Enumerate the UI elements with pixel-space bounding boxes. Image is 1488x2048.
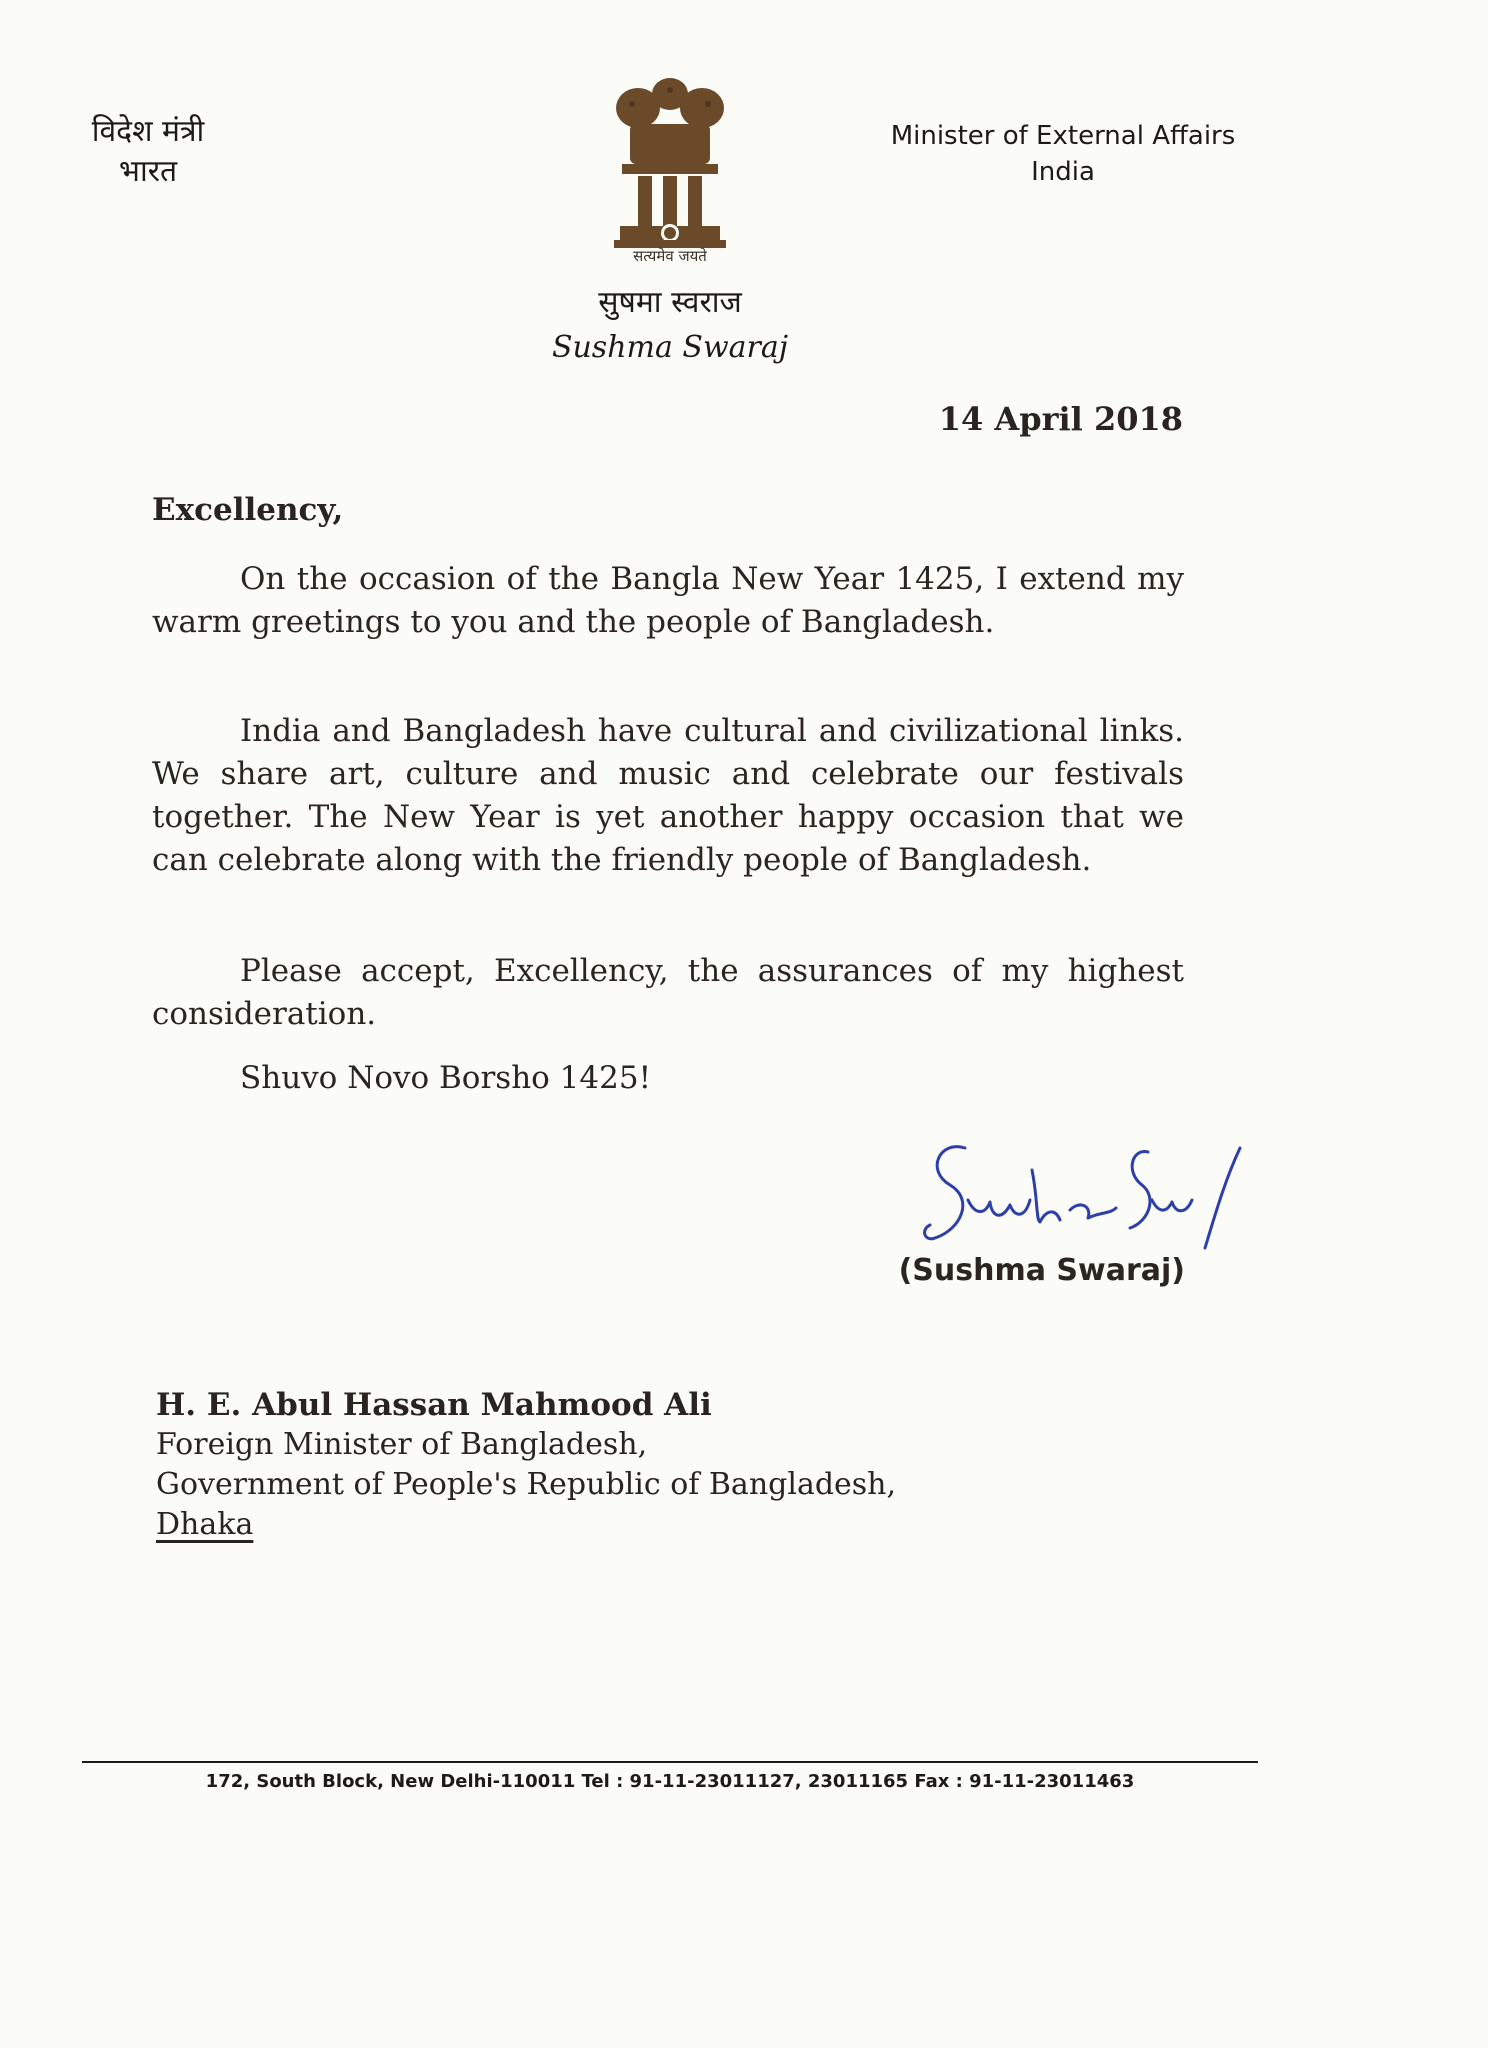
footer-divider [82, 1761, 1258, 1763]
paragraph-1: On the occasion of the Bangla New Year 1425, I extend my warm greetings to you and the people of Bangladesh. [152, 561, 1184, 640]
national-emblem-icon [600, 72, 740, 272]
addressee-city: Dhaka [156, 1507, 254, 1542]
closing-greeting: Shuvo Novo Borsho 1425! [240, 1060, 652, 1096]
office-hindi: विदेश मंत्री [91, 114, 205, 149]
salutation: Excellency, [152, 492, 344, 528]
addressee-block [156, 1385, 896, 1545]
addressee-name: H. E. Abul Hassan Mahmood Ali [156, 1387, 712, 1423]
country-english: India [1031, 157, 1095, 187]
addressee-organization: Government of People's Republic of Bangladesh, [156, 1467, 897, 1502]
office-title-english [883, 118, 1243, 190]
office-title-hindi [78, 112, 218, 192]
signatory-name: (Sushma Swaraj) [898, 1253, 1185, 1288]
office-english: Minister of External Affairs [890, 121, 1236, 151]
emblem-motto: सत्यमेव जयते [633, 247, 707, 265]
minister-name-hindi: सुषमा स्वराज [598, 285, 742, 320]
footer-address: 172, South Block, New Delhi-110011 Tel : 91-11-23011127, 23011165 Fax : 91-11-23011463 [205, 1771, 1135, 1792]
letter-date: 14 April 2018 [938, 400, 1183, 438]
handwritten-signature [920, 1130, 1260, 1250]
addressee-title: Foreign Minister of Bangladesh, [156, 1427, 648, 1462]
minister-name-english: Sushma Swaraj [551, 330, 789, 365]
country-hindi: भारत [118, 154, 178, 189]
paragraph-2: India and Bangladesh have cultural and civilizational links. We share art, culture and music and celebrate our festivals together. The New Year is yet another happy occasion that we can celebrate along with the friendly people of Bangladesh. [152, 713, 1184, 878]
paragraph-3: Please accept, Excellency, the assurances of my highest consideration. [152, 953, 1184, 1032]
